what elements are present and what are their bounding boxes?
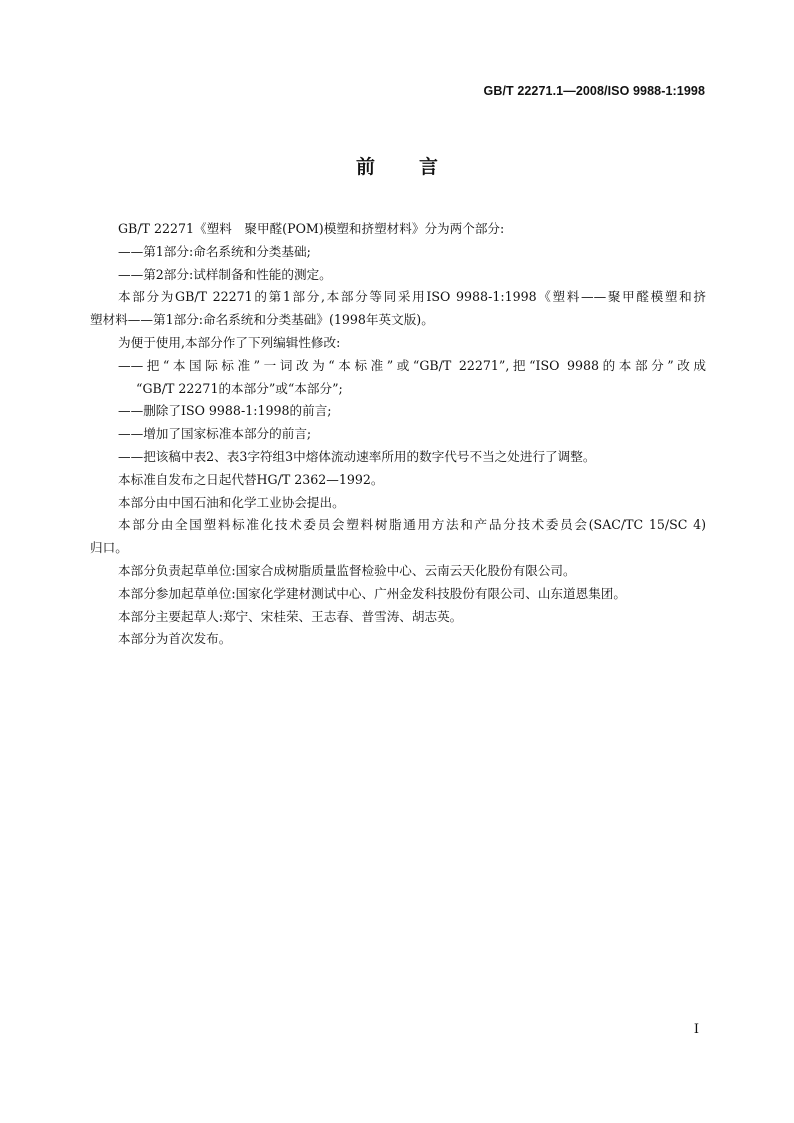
paragraph-committee-line1: 本部分由全国塑料标准化技术委员会塑料树脂通用方法和产品分技术委员会(SAC/TC 15/SC 4) [118,517,706,533]
list-item-part2: ——第2部分:试样制备和性能的测定。 [118,266,332,282]
paragraph-participating-units: 本部分参加起草单位:国家化学建材测试中心、广州金发科技股份有限公司、山东道恩集团。 [118,585,626,601]
paragraph-proposed-by: 本部分由中国石油和化学工业协会提出。 [118,494,345,510]
list-item-edit3: ——增加了国家标准本部分的前言; [118,426,312,442]
paragraph-committee-line2: 归口。 [90,540,128,556]
page-number: I [693,1022,699,1037]
paragraph-drafting-units: 本部分负责起草单位:国家合成树脂质量监督检验中心、云南云天化股份有限公司。 [118,562,576,578]
paragraph-intro: GB/T 22271《塑料 聚甲醛(POM)模塑和挤塑材料》分为两个部分: [118,221,505,236]
list-item-edit1-line2: “GB/T 22271的本部分”或“本部分”; [136,380,343,396]
list-item-edit4: ——把该稿中表2、表3字符组3中熔体流动速率所用的数字代号不当之处进行了调整。 [118,448,596,464]
paragraph-replaces: 本标准自发布之日起代替HG/T 2362—1992。 [118,471,384,487]
paragraph-adoption-line1: 本部分为GB/T 22271的第1部分,本部分等同采用ISO 9988-1:1998《塑料——聚甲醛模塑和挤 [118,289,706,305]
standard-code-header: GB/T 22271.1—2008/ISO 9988-1:1998 [483,84,705,98]
list-item-edit2: ——删除了ISO 9988-1:1998的前言; [118,403,332,419]
page-title: 前言 [355,156,482,178]
paragraph-edits-intro: 为便于使用,本部分作了下列编辑性修改: [118,334,341,350]
paragraph-first-release: 本部分为首次发布。 [118,631,232,647]
list-item-edit1-line1: ——把“本国际标准”一词改为“本标准”或“GB/T 22271”,把“ISO 9988的本部分”改成 [118,357,706,373]
paragraph-adoption-line2: 塑材料——第1部分:命名系统和分类基础》(1998年英文版)。 [90,312,434,328]
foreword-body [90,218,706,651]
paragraph-drafters: 本部分主要起草人:郑宁、宋桂荣、王志春、普雪涛、胡志英。 [118,608,463,624]
list-item-part1: ——第1部分:命名系统和分类基础; [118,243,311,259]
